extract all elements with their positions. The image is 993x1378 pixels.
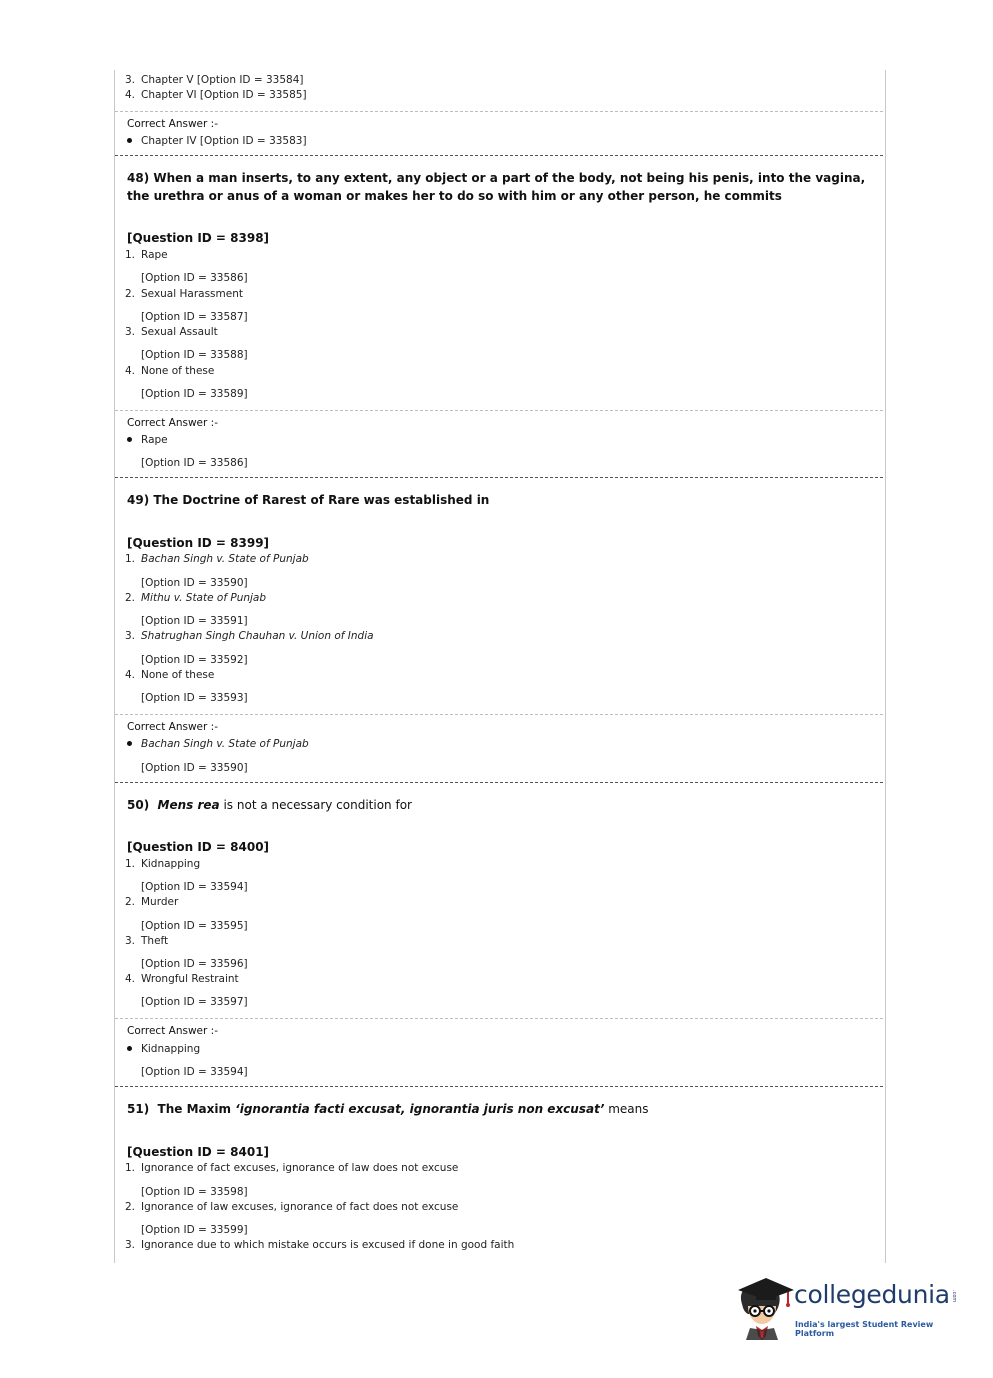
option-text: Ignorance of fact excuses, ignorance of law does not excuse	[141, 1162, 459, 1174]
bullet-icon	[127, 138, 132, 143]
option-id: [Option ID = 33590]	[141, 577, 248, 589]
question-number: 50)	[127, 798, 150, 812]
option-number: 3.	[125, 630, 136, 642]
correct-answer-text: Rape	[141, 434, 168, 446]
question-id: [Question ID = 8400]	[127, 840, 270, 854]
correct-answer-text: Kidnapping	[141, 1043, 201, 1055]
option-text: Theft	[141, 935, 169, 947]
option-number: 4.	[125, 365, 136, 377]
option-id: [Option ID = 33586]	[141, 272, 248, 284]
collegedunia-logo[interactable]	[734, 1270, 964, 1342]
question-text-b: means	[604, 1102, 649, 1116]
option-row	[125, 630, 374, 642]
question-id: [Question ID = 8398]	[127, 231, 270, 245]
correct-answer	[127, 434, 168, 446]
divider	[115, 1018, 883, 1019]
option-number: 1.	[125, 858, 136, 870]
divider	[115, 714, 883, 715]
option-id: [Option ID = 33592]	[141, 654, 248, 666]
option-id: [Option ID = 33598]	[141, 1186, 248, 1198]
option-text: Shatrughan Singh Chauhan v. Union of India	[141, 630, 374, 642]
option-number: 4.	[125, 669, 136, 681]
question-id: [Question ID = 8401]	[127, 1145, 270, 1159]
correct-answer-label: Correct Answer :-	[127, 417, 218, 429]
question-divider	[115, 782, 883, 783]
question-text	[127, 1100, 648, 1118]
option-row	[125, 1201, 458, 1213]
option-number: 4.	[125, 89, 136, 101]
option-row	[125, 365, 214, 377]
correct-option-id: [Option ID = 33594]	[141, 1066, 248, 1078]
divider	[115, 410, 883, 411]
option-row	[125, 973, 239, 985]
option-number: 4.	[125, 973, 136, 985]
option-id: [Option ID = 33596]	[141, 958, 248, 970]
option-row	[125, 249, 168, 261]
question-text-italic: Mens rea	[157, 798, 220, 812]
correct-answer-text: Bachan Singh v. State of Punjab	[141, 738, 309, 750]
option-row	[125, 89, 307, 101]
option-text: Mithu v. State of Punjab	[141, 592, 267, 604]
option-text: Kidnapping	[141, 858, 201, 870]
correct-answer-label: Correct Answer :-	[127, 1025, 218, 1037]
option-id: [Option ID = 33589]	[141, 388, 248, 400]
option-text: None of these	[141, 669, 215, 681]
option-number: 3.	[125, 326, 136, 338]
option-text: Bachan Singh v. State of Punjab	[141, 553, 309, 565]
option-number: 3.	[125, 74, 136, 86]
option-id: [Option ID = 33599]	[141, 1224, 248, 1236]
question-divider	[115, 1086, 883, 1087]
divider	[115, 111, 883, 112]
correct-answer	[127, 738, 309, 750]
option-number: 3.	[125, 1239, 136, 1251]
option-id: [Option ID = 33594]	[141, 881, 248, 893]
correct-option-id: [Option ID = 33586]	[141, 457, 248, 469]
option-row	[125, 1239, 514, 1251]
option-number: 1.	[125, 249, 136, 261]
option-text: Sexual Assault	[141, 326, 218, 338]
option-text: Sexual Harassment	[141, 288, 243, 300]
question-id: [Question ID = 8399]	[127, 536, 270, 550]
question-text-rest: is not a necessary condition for	[219, 798, 412, 812]
correct-answer	[127, 1043, 200, 1055]
option-id: [Option ID = 33593]	[141, 692, 248, 704]
option-text: Wrongful Restraint	[141, 973, 239, 985]
option-text: None of these	[141, 365, 215, 377]
option-row	[125, 592, 266, 604]
question-text-italic: ‘ignorantia facti excusat, ignorantia juris non excusat’	[235, 1102, 605, 1116]
question-text: 49) The Doctrine of Rarest of Rare was established in	[127, 493, 490, 507]
option-row	[125, 288, 243, 300]
option-row	[125, 858, 200, 870]
bullet-icon	[127, 1046, 132, 1051]
option-row	[125, 553, 309, 565]
question-number: 51)	[127, 1102, 150, 1116]
question-text: 48) When a man inserts, to any extent, any object or a part of the body, not being his penis, into the vagina, the urethra or anus of a woman or makes her to do so with him or any other person, he commits	[127, 171, 866, 203]
bullet-icon	[127, 741, 132, 746]
option-text: Ignorance of law excuses, ignorance of fact does not excuse	[141, 1201, 459, 1213]
option-row	[125, 896, 178, 908]
option-id: [Option ID = 33587]	[141, 311, 248, 323]
option-row	[125, 326, 218, 338]
option-number: 2.	[125, 1201, 136, 1213]
graduate-cap-mascot-icon	[734, 1270, 794, 1342]
option-row	[125, 935, 168, 947]
option-id: [Option ID = 33595]	[141, 920, 248, 932]
option-id: [Option ID = 33597]	[141, 996, 248, 1008]
option-text: Murder	[141, 896, 179, 908]
question-text	[127, 796, 412, 814]
correct-answer-text: Chapter IV [Option ID = 33583]	[141, 135, 307, 147]
question-divider	[115, 477, 883, 478]
option-text: Ignorance due to which mistake occurs is excused if done in good faith	[141, 1239, 515, 1251]
option-text: Rape	[141, 249, 168, 261]
option-id: [Option ID = 33591]	[141, 615, 248, 627]
option-text: Chapter V [Option ID = 33584]	[141, 74, 304, 86]
page-frame	[114, 70, 886, 1263]
option-row	[125, 669, 214, 681]
logo-wordmark: collegedunia	[794, 1280, 950, 1309]
option-row	[125, 74, 303, 86]
option-number: 2.	[125, 592, 136, 604]
option-number: 3.	[125, 935, 136, 947]
option-row	[125, 1162, 458, 1174]
option-number: 1.	[125, 553, 136, 565]
correct-answer-label: Correct Answer :-	[127, 118, 218, 130]
question-text-a: The Maxim	[157, 1102, 236, 1116]
bullet-icon	[127, 437, 132, 442]
correct-answer-label: Correct Answer :-	[127, 721, 218, 733]
option-number: 2.	[125, 896, 136, 908]
correct-option-id: [Option ID = 33590]	[141, 762, 248, 774]
logo-tagline: India's largest Student Review Platform	[795, 1320, 934, 1338]
option-number: 2.	[125, 288, 136, 300]
correct-answer	[127, 135, 307, 147]
option-number: 1.	[125, 1162, 136, 1174]
logo-domain: .com	[951, 1290, 957, 1303]
option-id: [Option ID = 33588]	[141, 349, 248, 361]
question-divider	[115, 155, 883, 156]
option-text: Chapter VI [Option ID = 33585]	[141, 89, 307, 101]
